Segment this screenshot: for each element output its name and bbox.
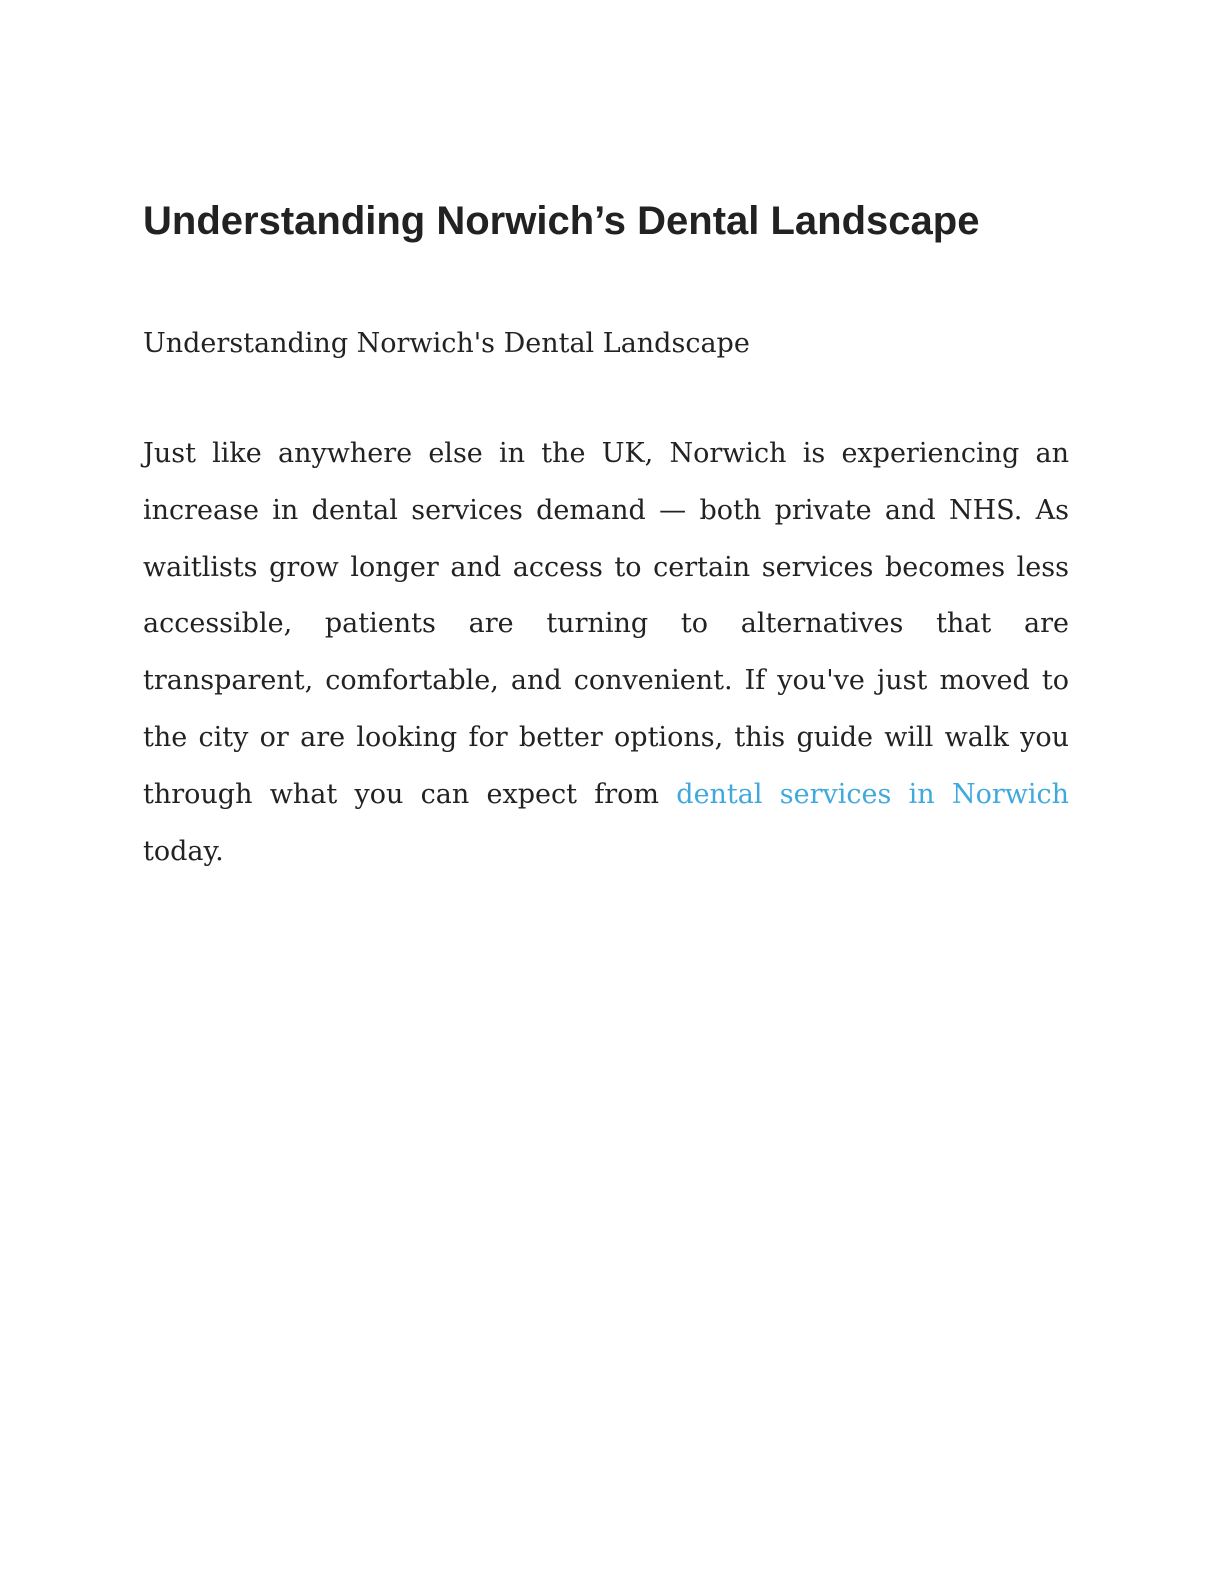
body-paragraph	[143, 426, 1069, 880]
page-title: Understanding Norwich’s Dental Landscape	[143, 199, 980, 243]
section-heading: Understanding Norwich's Dental Landscape	[143, 328, 750, 359]
paragraph-text-after-link: today.	[143, 835, 224, 867]
paragraph-text-before-link: Just like anywhere else in the UK, Norwich is experiencing an increase in dental services demand — both private and NHS. As waitlists grow longer and access to certain services becomes less accessible, patients are turning to alternatives that are transparent, comfortable, and convenient. If you've just moved to the city or are looking for better options, this guide will walk you through what you can expect from	[143, 438, 1069, 810]
dental-services-link[interactable]: dental services in Norwich	[676, 778, 1070, 810]
